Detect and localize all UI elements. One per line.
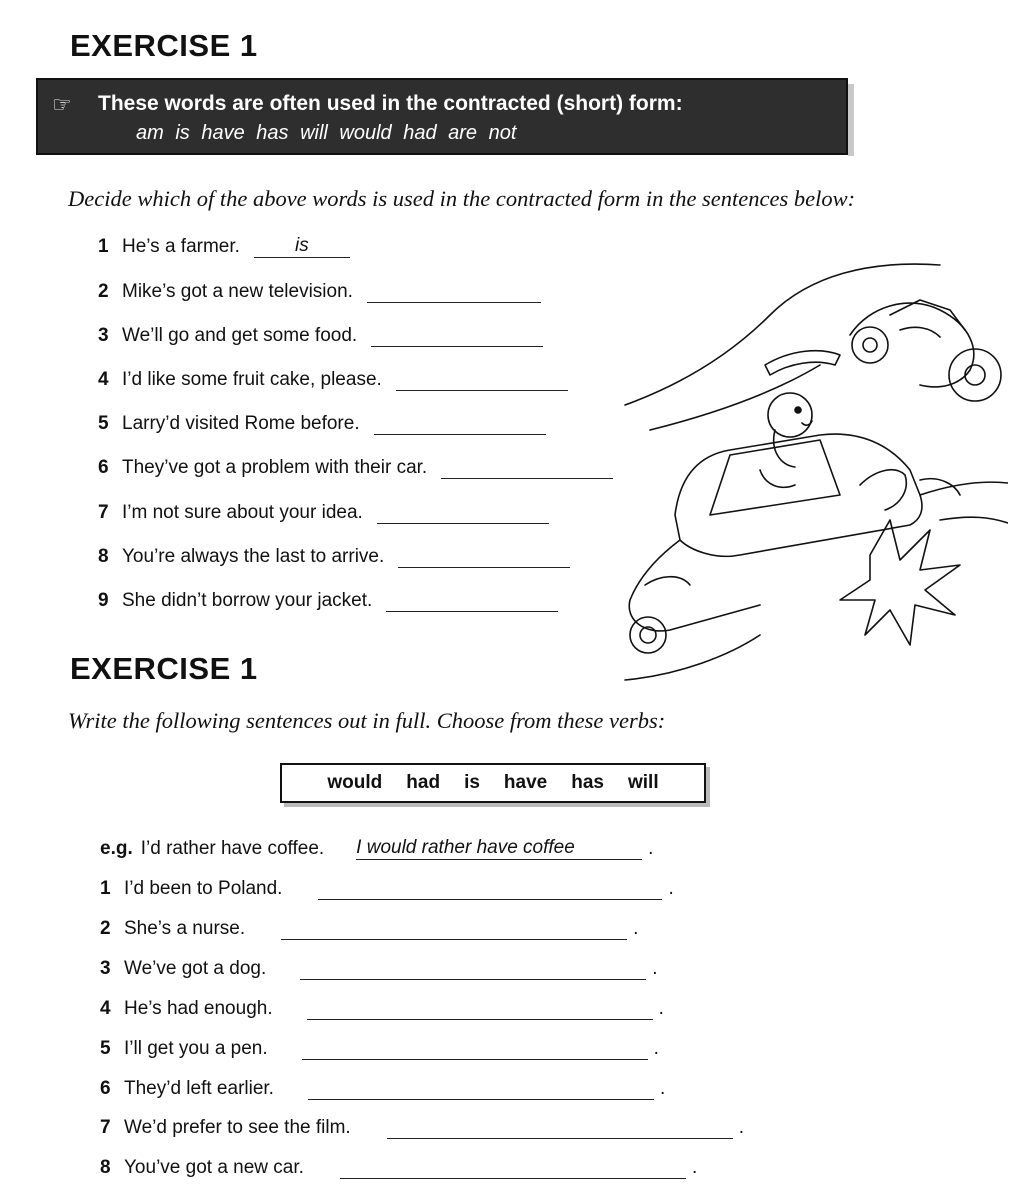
verb-option: is (464, 772, 480, 793)
terminator: . (668, 878, 674, 899)
question-number: 2 (100, 918, 111, 939)
answer-blank[interactable] (308, 1079, 654, 1100)
question-number: 7 (100, 1117, 111, 1138)
question-number: 1 (100, 878, 111, 899)
question-text: I’ll get you a pen. (124, 1038, 268, 1059)
terminator: . (633, 918, 639, 939)
exercise-2-title: EXERCISE 1 (70, 651, 258, 686)
verb-option: would (327, 772, 383, 793)
question-number: 8 (98, 546, 109, 567)
example-row (100, 838, 653, 860)
question-text: She’s a nurse. (124, 918, 246, 939)
note-text: These words are often used in the contracted (short) form: (98, 92, 683, 115)
answer-blank[interactable] (398, 547, 570, 568)
terminator: . (652, 958, 658, 979)
answer-blank[interactable] (281, 919, 627, 940)
rewrite-row (100, 1038, 659, 1060)
answer-blank[interactable] (374, 414, 546, 435)
question-text: You’ve got a new car. (124, 1157, 304, 1178)
note-box-shadow (848, 84, 854, 156)
question-text: She didn’t borrow your jacket. (122, 590, 373, 611)
question-text: We’ve got a dog. (124, 958, 267, 979)
question-number: 6 (100, 1078, 111, 1099)
question-number: 7 (98, 502, 109, 523)
question-number: 4 (100, 998, 111, 1019)
answer-blank[interactable] (386, 591, 558, 612)
question-number: 9 (98, 590, 109, 611)
answer-blank[interactable] (387, 1118, 733, 1139)
verb-option: will (627, 772, 659, 793)
question-row (98, 590, 558, 612)
verb-option: has (571, 772, 604, 793)
exercise-1-title: EXERCISE 1 (70, 28, 258, 63)
question-row (98, 281, 541, 303)
question-text: I’d been to Poland. (124, 878, 283, 899)
question-number: 2 (98, 281, 109, 302)
exercise-1-instruction: Decide which of the above words is used in the contracted form in the sentences below: (68, 186, 856, 211)
question-row (98, 369, 568, 391)
exercise-2-instruction: Write the following sentences out in full. Choose from these verbs: (68, 708, 666, 733)
question-text: Larry’d visited Rome before. (122, 413, 360, 434)
question-number: 3 (100, 958, 111, 979)
rewrite-row (100, 1117, 744, 1139)
terminator: . (738, 1117, 744, 1138)
question-text: They’ve got a problem with their car. (122, 457, 428, 478)
answer-blank[interactable] (254, 237, 350, 258)
answer-blank[interactable] (302, 1039, 648, 1060)
rewrite-row (100, 958, 658, 980)
answer-blank[interactable] (340, 1158, 686, 1179)
contraction-note-box (36, 78, 848, 155)
question-number: 8 (100, 1157, 111, 1178)
pointing-hand-icon: ☞ (52, 92, 72, 117)
answer-blank[interactable] (396, 370, 568, 391)
rewrite-row (100, 918, 638, 940)
note-words: am is have has will would had are not (136, 122, 517, 144)
question-text: Mike’s got a new television. (122, 281, 353, 302)
example-answer-blank (356, 839, 642, 860)
verb-option: have (503, 772, 548, 793)
example-text: I’d rather have coffee. (140, 838, 325, 859)
question-text: We’d prefer to see the film. (124, 1117, 351, 1138)
answer-blank[interactable] (367, 282, 541, 303)
question-number: 1 (98, 236, 109, 257)
question-text: He’s a farmer. (122, 236, 240, 257)
question-row (98, 502, 549, 524)
question-text: They’d left earlier. (124, 1078, 274, 1099)
answer-blank[interactable] (441, 458, 613, 479)
verb-option: had (406, 772, 441, 793)
answer-blank[interactable] (300, 959, 646, 980)
question-number: 6 (98, 457, 109, 478)
question-number: 4 (98, 369, 109, 390)
answer-blank[interactable] (307, 999, 653, 1020)
question-text: You’re always the last to arrive. (122, 546, 385, 567)
terminator: . (648, 838, 654, 859)
terminator: . (653, 1038, 659, 1059)
question-number: 5 (100, 1038, 111, 1059)
example-label: e.g. (100, 838, 133, 859)
verb-choice-box (280, 763, 706, 803)
terminator: . (658, 998, 664, 1019)
question-text: We’ll go and get some food. (122, 325, 358, 346)
question-row (98, 413, 546, 435)
question-text: I’m not sure about your idea. (122, 502, 363, 523)
answer-blank[interactable] (318, 879, 662, 900)
rewrite-row (100, 998, 664, 1020)
terminator: . (659, 1078, 666, 1099)
question-number: 3 (98, 325, 109, 346)
example-answer: I would rather have coffee (356, 837, 575, 858)
question-row (98, 325, 543, 347)
question-text: He’s had enough. (124, 998, 273, 1019)
terminator: . (691, 1157, 698, 1178)
question-number: 5 (98, 413, 109, 434)
answer-blank[interactable] (377, 503, 549, 524)
car-crash-illustration (620, 255, 1008, 695)
answer-blank[interactable] (371, 326, 543, 347)
question-text: I’d like some fruit cake, please. (122, 369, 382, 390)
answer-text: is (295, 235, 309, 256)
rewrite-row (100, 878, 674, 900)
question-row (98, 457, 613, 479)
rewrite-row (100, 1157, 697, 1179)
question-row (98, 546, 570, 568)
question-row (98, 236, 350, 258)
rewrite-row (100, 1078, 665, 1100)
